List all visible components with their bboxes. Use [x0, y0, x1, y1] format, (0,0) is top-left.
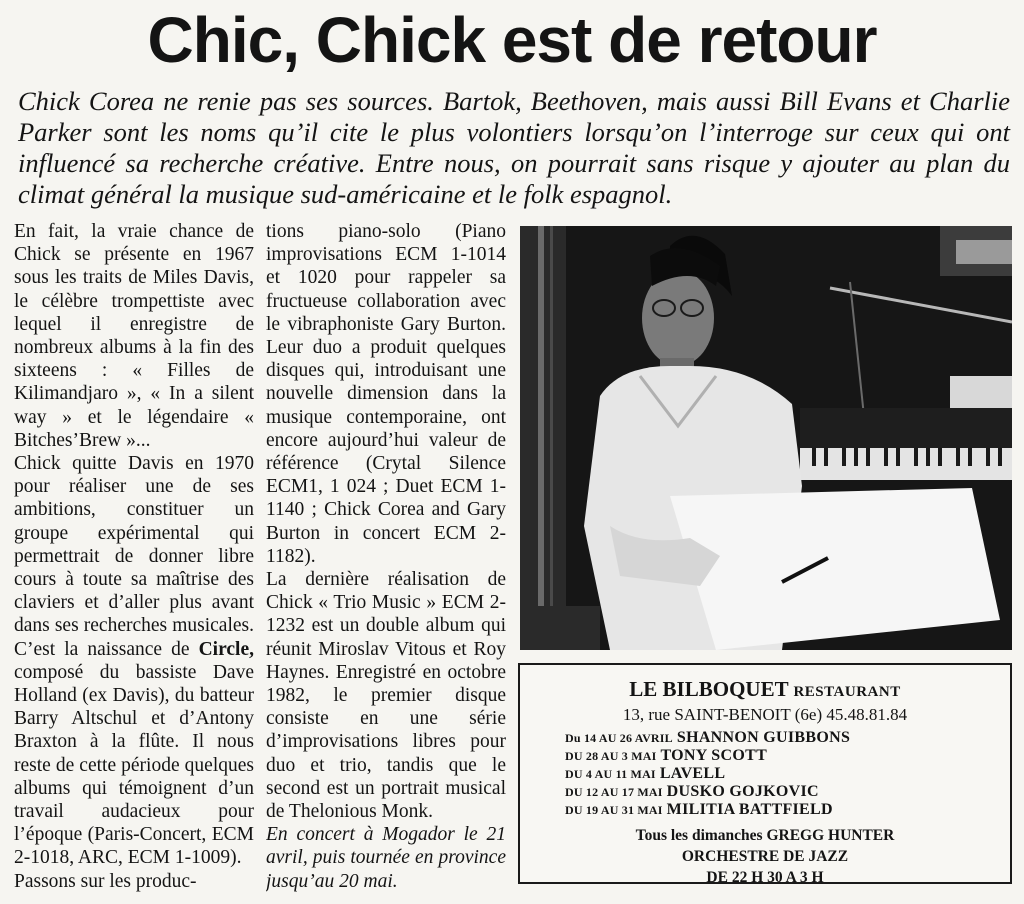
- schedule-row: [565, 747, 965, 765]
- col2-paragraph-2: La dernière réalisation de Chick « Trio Music » ECM 2-1232 est un double album qui réunit Miroslav Vitous et Roy Haynes. Enregistré en octobre 1982, le premier disque consiste en une série d’improvisations libres pour duo et trio, tandis que le second est un portrait musical de Thelonious Monk.: [266, 569, 506, 823]
- bilboquet-advertisement: [518, 663, 1012, 884]
- schedule-artist: LAVELL: [659, 765, 726, 782]
- ad-sundays: [520, 825, 1010, 846]
- schedule-row: [565, 801, 965, 819]
- col1-paragraph-3: Passons sur les produc-: [14, 870, 197, 892]
- col1-paragraph-2: [14, 452, 254, 870]
- ad-orchestra: ORCHESTRE DE JAZZ: [681, 848, 849, 865]
- ad-title: [520, 677, 1010, 704]
- schedule-dates: DU 4 AU 11 MAI: [565, 767, 656, 781]
- schedule-dates: DU 12 AU 17 MAI: [565, 785, 663, 799]
- col1-paragraph-1: En fait, la vraie chance de Chick se présente en 1967 sous les traits de Miles Davis, le célèbre trompettiste avec lequel il enregistre de nombreux albums à la fin des sixteens : « Filles de Kilimandjaro », « In a silent way » et le légendaire « Bitches’Brew »...: [14, 221, 254, 451]
- ad-address: 13, rue SAINT-BENOIT (6e) 45.48.81.84: [622, 705, 908, 724]
- article-column-1: [14, 220, 254, 896]
- col2-concert-note: En concert à Mogador le 21 avril, puis tournée en province jusqu’au 20 mai.: [266, 824, 506, 892]
- col2-paragraph-1: tions piano-solo (Piano improvisations ECM 1-1014 et 1020 pour rappeler sa fructueuse collaboration avec le vibraphoniste Gary Burton. Leur duo a produit quelques disques qui, introduisant une nouvelle dimension dans la musique contemporaine, ont encore aujourd’hui valeur de référence (Crytal Silence ECM1, 1 024 ; Duet ECM 1-1140 ; Chick Corea and Gary Burton in concert ECM 2-1182).: [266, 221, 506, 567]
- ad-sundays-artist: GREGG HUNTER: [766, 827, 895, 844]
- schedule-row: [565, 729, 965, 747]
- circle-band-name: Circle,: [198, 638, 254, 660]
- headline: Chic, Chick est de retour: [147, 4, 877, 76]
- schedule-artist: TONY SCOTT: [660, 747, 768, 764]
- schedule-artist: SHANNON GUIBBONS: [676, 729, 851, 746]
- schedule-dates: DU 19 AU 31 MAI: [565, 803, 663, 817]
- col1-p2-text-a: Chick quitte Davis en 1970 pour réaliser une de ses ambitions, constituer un groupe expérimental qui permettrait de donner libre cours à toute sa maîtrise des claviers et d’aller plus avant dans ses recherches musicales. C’est la naissance de: [14, 453, 254, 660]
- lead-paragraph: Chick Corea ne renie pas ses sources. Bartok, Beethoven, mais aussi Bill Evans et Charlie Parker sont les noms qu’il cite le plus volontiers lorsqu’on l’interroge sur ceux qui ont influencé sa recherche créative. Entre nous, on pourrait sans risque y ajouter au plan du climat général la musique sud-américaine et le folk espagnol.: [18, 86, 1010, 209]
- photo-chick-corea-at-piano: [520, 226, 1012, 650]
- schedule-artist: MILITIA BATTFIELD: [666, 801, 833, 818]
- photo-illustration: [520, 226, 1012, 650]
- schedule-row: [565, 783, 965, 801]
- ad-venue-name: LE BILBOQUET: [629, 677, 789, 701]
- ad-sundays-prefix: Tous les dimanches: [635, 827, 763, 844]
- schedule-dates: DU 28 AU 3 MAI: [565, 749, 657, 763]
- schedule-row: [565, 765, 965, 783]
- ad-hours: DE 22 H 30 A 3 H: [706, 869, 824, 886]
- article-column-2: [266, 220, 506, 896]
- ad-venue-kind: RESTAURANT: [793, 684, 901, 700]
- schedule-artist: DUSKO GOJKOVIC: [666, 783, 819, 800]
- schedule-dates: Du 14 AU 26 AVRIL: [565, 731, 673, 745]
- ad-schedule: [565, 729, 965, 819]
- col1-p2-text-b: composé du bassiste Dave Holland (ex Davis), du batteur Barry Altschul et d’Antony Braxton à la flûte. Il nous reste de cette période quelques albums qui témoignent d’un travail audacieux pour l’époque (Paris-Concert, ECM 2-1018, ARC, ECM 1-1009).: [14, 661, 254, 869]
